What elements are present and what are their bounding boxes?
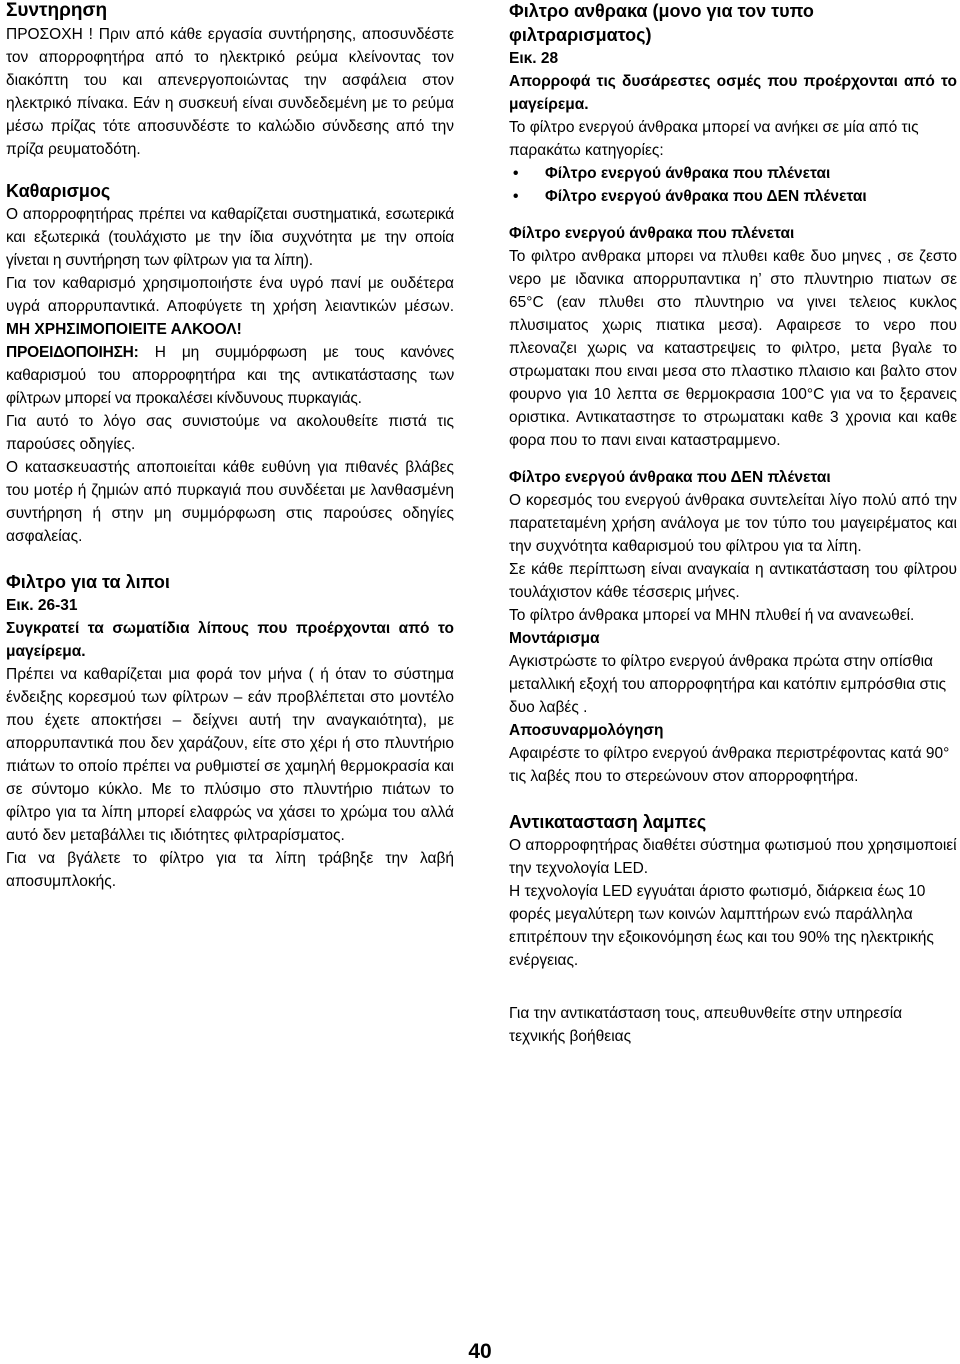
- left-column: [6, 0, 454, 893]
- caution-text: Η μη συμμόρφωση με τους κανόνες καθαρισμού του απορροφητήρα και της αντικατάστασης των φίλτρων μπορεί να προκαλέσει κίνδυνους πυρκαγιάς.: [6, 344, 454, 407]
- caution-paragraph: [6, 341, 454, 410]
- lamp-replacement-heading: Αντικατασταση λαμπες: [509, 812, 707, 832]
- cleaning-text-2: Για τον καθαρισμό χρησιμοποιήστε ένα υγρό πανί με ουδέτερα υγρά απορρυπαντικά. Αποφύγετε τη χρήση λειαντικών μέσων.: [6, 275, 454, 315]
- maintenance-heading: Συντηρηση: [6, 0, 108, 21]
- mounting-text: Αγκιστρώστε το φίλτρο ενεργού άνθρακα πρώτα στην οπίσθια μεταλλική εξοχή του απορροφητήρα και κατόπιν εμπρόσθια στις δυο λαβές .: [509, 653, 947, 716]
- list-item-label: Φίλτρο ενεργού άνθρακα που πλένεται: [545, 165, 831, 182]
- grease-filter-heading: Φιλτρο για τα λιποι: [6, 572, 170, 592]
- list-item-label: Φίλτρο ενεργού άνθρακα που ΔΕΝ πλένεται: [545, 188, 867, 205]
- list-item: [509, 185, 957, 208]
- carbon-figure-ref: Εικ. 28: [509, 50, 559, 67]
- bullet-icon: •: [513, 188, 519, 205]
- grease-paragraph-1: Πρέπει να καθαρίζεται μια φορά τον μήνα ( ή όταν το σύστημα ένδειξης κορεσμού των φίλτρων – εάν προβλέπεται στο μοντέλο που έχετε αποκτήσει – δείχνει αυτή την αναγκαιότητα), με απορρυπαντικά που δεν χαράζουν, είτε στο χέρι ή στο πλυντήριο πιάτων το οποίο πρέπει να ρυθμιστεί σε χαμηλή θερμοκρασία και σε σύντομο κύκλο. Με το πλύσιμο στο πλυντήριο πιάτων το φίλτρο για τα λίπη μπορεί ελαφρώς να χάσει το χρώμα του αλλά αυτό δεν μεταβάλλει τις ιδιότητες φιλτραρίσματος.: [6, 666, 454, 844]
- cleaning-heading: Καθαρισμος: [6, 181, 111, 201]
- grease-paragraph-2: Για να βγάλετε το φίλτρο για τα λίπη τράβηξε την λαβή αποσυμπλοκής.: [6, 850, 454, 890]
- nonwashable-paragraph-2: Σε κάθε περίπτωση είναι αναγκαία η αντικατάσταση του φίλτρου τουλάχιστον κάθε τέσσερις μήνες.: [509, 561, 957, 601]
- list-item: [509, 162, 957, 185]
- no-alcohol-warning: ΜΗ ΧΡΗΣΙΜΟΠΟΙΕΙΤΕ ΑΛΚΟΟΛ!: [6, 321, 242, 338]
- lamps-paragraph-1: Ο απορροφητήρας διαθέτει σύστημα φωτισμού που χρησιμοποιεί την τεχνολογία LED.: [509, 837, 957, 877]
- nonwashable-paragraph-1: Ο κορεσμός του ενεργού άνθρακα συντελείται λίγο πολύ από την παρατεταμένη χρήση ανάλογα με τον τύπο του μαγειρέματος και την συχνότητα καθαρισμού του φίλτρου για τα λίπη.: [509, 492, 957, 555]
- carbon-subtitle: Απορροφά τις δυσάρεστες οσμές που προέρχονται από το μαγείρεμα.: [509, 73, 957, 113]
- warning-label: ΠΡΟΣΟΧΗ: [6, 26, 83, 43]
- dismounting-text: Αφαιρέστε το φίλτρο ενεργού άνθρακα περιστρέφοντας κατά 90° τις λαβές που το στερεώνουν στον απορροφητήρα.: [509, 745, 950, 785]
- advice-paragraph: Για αυτό το λόγο σας συνιστούμε να ακολουθείτε πιστά τις παρούσες οδηγίες.: [6, 413, 454, 453]
- nonwashable-filter-heading: Φίλτρο ενεργού άνθρακα που ΔΕΝ πλένεται: [509, 469, 831, 486]
- carbon-filter-heading: Φιλτρο ανθρακα (μονο για τον τυπο φιλτραρισματος): [509, 1, 814, 45]
- washable-filter-heading: Φίλτρο ενεργού άνθρακα που πλένεται: [509, 225, 795, 242]
- lamps-paragraph-3: Για την αντικατάσταση τους, απευθυνθείτε στην υπηρεσία τεχνικής βοήθειας: [509, 1005, 903, 1045]
- caution-label: ΠΡΟΕΙΔΟΠΟΙΗΣΗ:: [6, 344, 139, 361]
- page-number: 40: [468, 1340, 492, 1363]
- liability-paragraph: Ο κατασκευαστής αποποιείται κάθε ευθύνη για πιθανές βλάβες του μοτέρ ή ζημιών από πυρκαγιά που συνδέεται με λανθασμένη συντήρηση ή στην μη συμμόρφωση στις παρούσες οδηγίες ασφαλείας.: [6, 459, 454, 545]
- washable-filter-text: Το φιλτρο ανθρακα μπορει να πλυθει καθε δυο μηνες , σε ζεστο νερο με ιδανικα απορρυπαντικα η’ στο πλυντηριο πιατων σε 65°C (εαν πλυθει στο πλυντηριο να γινει τελειος κυκλος πλυσιματος χωρις πιατικα μεσα). Αφαιρεσε το νερο που πλεοναζει χωρις να καταστρεψεις το φιλτρο, μετα βγαλε το στρωματακι που ειναι μεσα στο πλαστικο πλαισιο και βαλτο στον φουρνο για 10 λεπτα σε θερμοκρασια 100°C για να το ξερανεις οριστικα. Αντικαταστησε το στρωματακι καθε 3 χρονια και καθε φορα που το πανι ειναι καταστραμμενο.: [509, 248, 957, 449]
- warning-paragraph: [6, 23, 454, 161]
- cleaning-paragraph-1: Ο απορροφητήρας πρέπει να καθαρίζεται συστηματικά, εσωτερικά και εξωτερικά (τουλάχιστο με την ίδια συχνότητα με την οποία γίνεται η συντήρηση των φίλτρων για τα λίπη).: [6, 206, 454, 269]
- right-column: [509, 0, 957, 1048]
- cleaning-paragraph-2: [6, 272, 454, 341]
- lamps-paragraph-2: Η τεχνολογία LED εγγυάται άριστο φωτισμό, διάρκεια έως 10 φορές μεγαλύτερη των κοινών λαμπτήρων ενώ παράλληλα επιτρέπουν την εξοικονόμηση έως και του 90% της ηλεκτρικής ενέργειας.: [509, 883, 934, 969]
- nonwashable-paragraph-3: Το φίλτρο άνθρακα μπορεί να ΜΗΝ πλυθεί ή να ανανεωθεί.: [509, 607, 915, 624]
- grease-figure-ref: Εικ. 26-31: [6, 597, 78, 614]
- warning-text: ! Πριν από κάθε εργασία συντήρησης, αποσυνδέστε τον απορροφητήρα από το ηλεκτρικό ρεύμα κλείνοντας τον διακόπτη του και απενεργοποιώντας την ασφάλεια στον ηλεκτρικό πίνακα. Εάν η συσκευή είναι συνδεδεμένη με το ρεύμα μέσω πρίζας τότε αποσυνδέστε το καλώδιο σύνδεσης από την πρίζα ρευματοδότη.: [6, 26, 454, 158]
- bullet-icon: •: [513, 165, 519, 182]
- carbon-type-list: [509, 162, 957, 208]
- grease-subtitle: Συγκρατεί τα σωματίδια λίπους που προέρχονται από το μαγείρεμα.: [6, 620, 454, 660]
- mounting-heading: Μοντάρισμα: [509, 630, 600, 647]
- carbon-intro: Το φίλτρο ενεργού άνθρακα μπορεί να ανήκει σε μία από τις παρακάτω κατηγορίες:: [509, 119, 919, 159]
- dismounting-heading: Αποσυναρμολόγηση: [509, 722, 664, 739]
